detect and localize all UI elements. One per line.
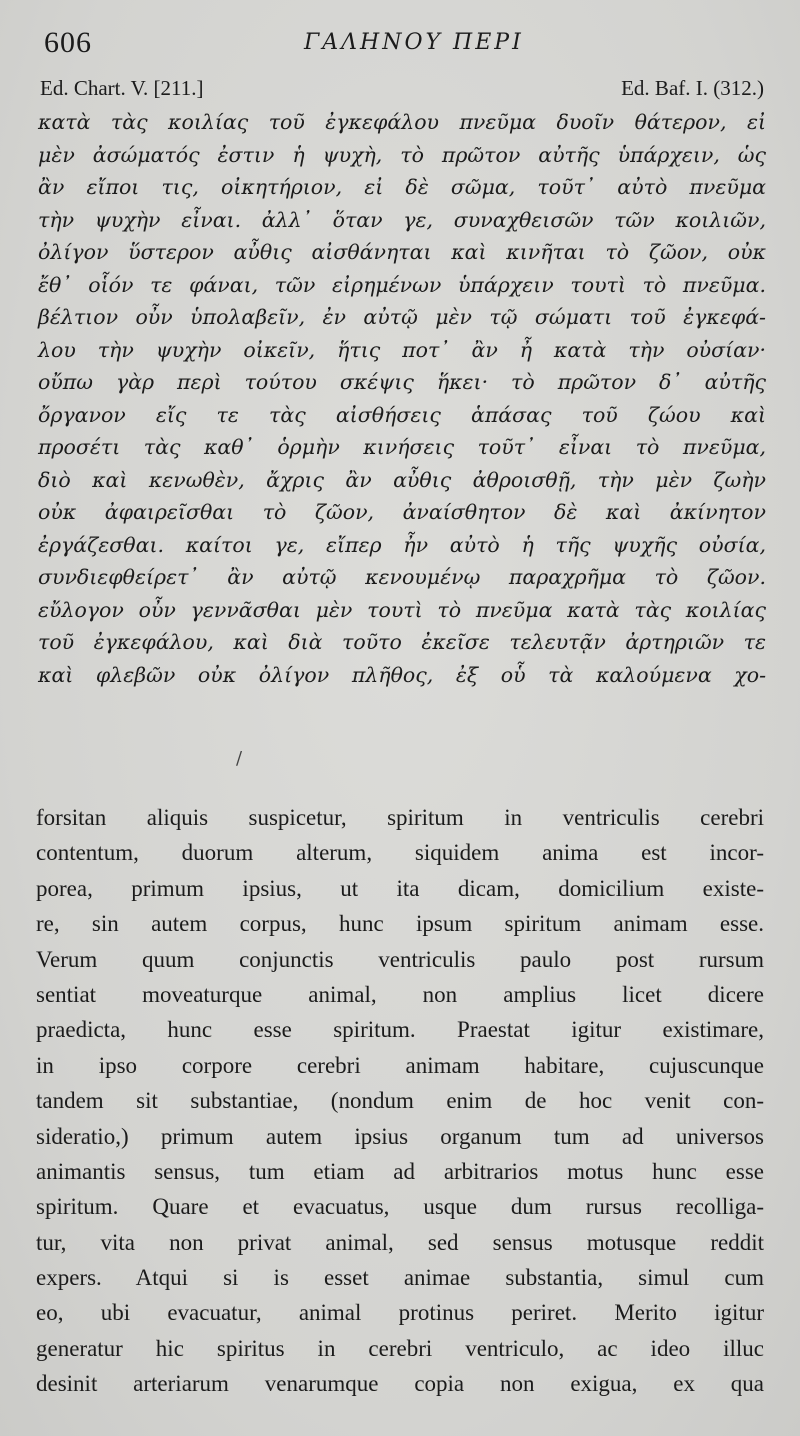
- greek-text-line: τὴν ψυχὴν εἶναι. ἀλλ᾽ ὅταν γε, συναχθεισῶν τῶν κοιλιῶν,: [38, 207, 766, 232]
- edition-reference-line: [40, 76, 764, 104]
- latin-text-line: Verum quum conjunctis ventriculis paulo post rursum: [36, 946, 764, 972]
- greek-text-line: συνδιεφθείρετ᾽ ἂν αὐτῷ κενουμένῳ παραχρῆμα τὸ ζῶον.: [38, 565, 766, 589]
- greek-text-line: μὲν ἀσώματός ἐστιν ἡ ψυχὴ, τὸ πρῶτον αὐτῆς ὑπάρχειν, ὡς: [38, 142, 766, 167]
- latin-text-line: tur, vita non privat animal, sed sensus motusque reddit: [36, 1229, 764, 1255]
- page-number: 606: [44, 26, 92, 59]
- latin-text-line: animantis sensus, tum etiam ad arbitrarios motus hunc esse: [36, 1158, 764, 1184]
- greek-text-line: καὶ φλεβῶν οὐκ ὀλίγον πλῆθος, ἐξ οὗ τὰ καλούμενα χο-: [38, 662, 766, 687]
- latin-text-line: praedicta, hunc esse spiritum. Praestat igitur existimare,: [36, 1017, 764, 1043]
- latin-text-line: re, sin autem corpus, hunc ipsum spiritum animam esse.: [36, 911, 764, 937]
- latin-text-line: contentum, duorum alterum, siquidem anima est incor-: [36, 840, 764, 866]
- greek-text-line: λου τὴν ψυχὴν οἰκεῖν, ἥτις ποτ᾽ ἂν ἦ κατὰ τὴν οὐσίαν·: [38, 337, 766, 362]
- greek-text-line: εὔλογον οὖν γεννᾶσθαι μὲν τουτὶ τὸ πνεῦμα κατὰ τὰς κοιλίας: [38, 597, 766, 622]
- running-title: ΓΑΛΗΝΟΥ ΠΕΡΙ: [304, 30, 524, 55]
- latin-text-line: expers. Atqui si is esset animae substantia, simul cum: [36, 1265, 764, 1291]
- greek-text-line: διὸ καὶ κενωθὲν, ἄχρις ἂν αὖθις ἀθροισθῇ, τὴν μὲν ζωὴν: [38, 467, 766, 492]
- latin-text-line: porea, primum ipsius, ut ita dicam, domicilium existe-: [36, 875, 764, 901]
- latin-text-line: desinit arteriarum venarumque copia non exigua, ex qua: [36, 1371, 764, 1397]
- greek-text-block: [38, 106, 766, 691]
- latin-text-line: sentiat moveaturque animal, non amplius licet dicere: [36, 981, 764, 1007]
- greek-text-line: προσέτι τὰς καθ᾽ ὁρμὴν κινήσεις τοῦτ᾽ εἶναι τὸ πνεῦμα,: [38, 435, 766, 459]
- latin-text-line: generatur hic spiritus in cerebri ventriculo, ac ideo illuc: [36, 1335, 764, 1361]
- latin-text-line: tandem sit substantiae, (nondum enim de hoc venit con-: [36, 1088, 764, 1114]
- greek-text-line: οὐκ ἀφαιρεῖσθαι τὸ ζῶον, ἀναίσθητον δὲ καὶ ἀκίνητον: [38, 500, 766, 524]
- latin-text-line: spiritum. Quare et evacuatus, usque dum rursus recolliga-: [36, 1194, 764, 1220]
- latin-text-block: [36, 800, 764, 1402]
- edition-chartier-ref: Ed. Chart. V. [211.]: [40, 76, 204, 100]
- greek-text-line: ὄργανον εἴς τε τὰς αἰσθήσεις ἁπάσας τοῦ ζώου καὶ: [38, 402, 766, 427]
- greek-text-line: ἔθ᾽ οἷόν τε φάναι, τῶν εἰρημένων ὑπάρχειν τουτὶ τὸ πνεῦμα.: [38, 272, 766, 297]
- latin-text-line: forsitan aliquis suspicetur, spiritum in ventriculis cerebri: [36, 805, 764, 830]
- greek-text-line: κατὰ τὰς κοιλίας τοῦ ἐγκεφάλου πνεῦμα δυοῖν θάτερον, εἰ: [38, 110, 766, 134]
- latin-text-line: in ipso corpore cerebri animam habitare, cujuscunque: [36, 1052, 764, 1078]
- latin-text-line: eo, ubi evacuatur, animal protinus periret. Merito igitur: [36, 1300, 764, 1326]
- running-head: [44, 26, 756, 66]
- greek-text-line: ἂν εἴποι τις, οἰκητήριον, εἰ δὲ σῶμα, τοῦτ᾽ αὐτὸ πνεῦμα: [38, 175, 766, 199]
- greek-text-line: τοῦ ἐγκεφάλου, καὶ διὰ τοῦτο ἐκεῖσε τελευτᾷν ἀρτηριῶν τε: [38, 630, 766, 654]
- greek-text-line: ὀλίγον ὕστερον αὖθις αἰσθάνηται καὶ κινῆται τὸ ζῶον, οὐκ: [38, 240, 766, 264]
- greek-text-line: οὔπω γὰρ περὶ τούτου σκέψις ἥκει· τὸ πρῶτον δ᾽ αὐτῆς: [38, 370, 766, 394]
- edition-basel-ref: Ed. Baf. I. (312.): [621, 76, 764, 100]
- greek-text-line: ἐργάζεσθαι. καίτοι γε, εἴπερ ἦν αὐτὸ ἡ τῆς ψυχῆς οὐσία,: [38, 532, 766, 557]
- latin-text-line: sideratio,) primum autem ipsius organum tum ad universos: [36, 1123, 764, 1149]
- divider-mark: /: [236, 748, 243, 769]
- greek-text-line: βέλτιον οὖν ὑπολαβεῖν, ἐν αὐτῷ μὲν τῷ σώματι τοῦ ἐγκεφά-: [38, 305, 766, 329]
